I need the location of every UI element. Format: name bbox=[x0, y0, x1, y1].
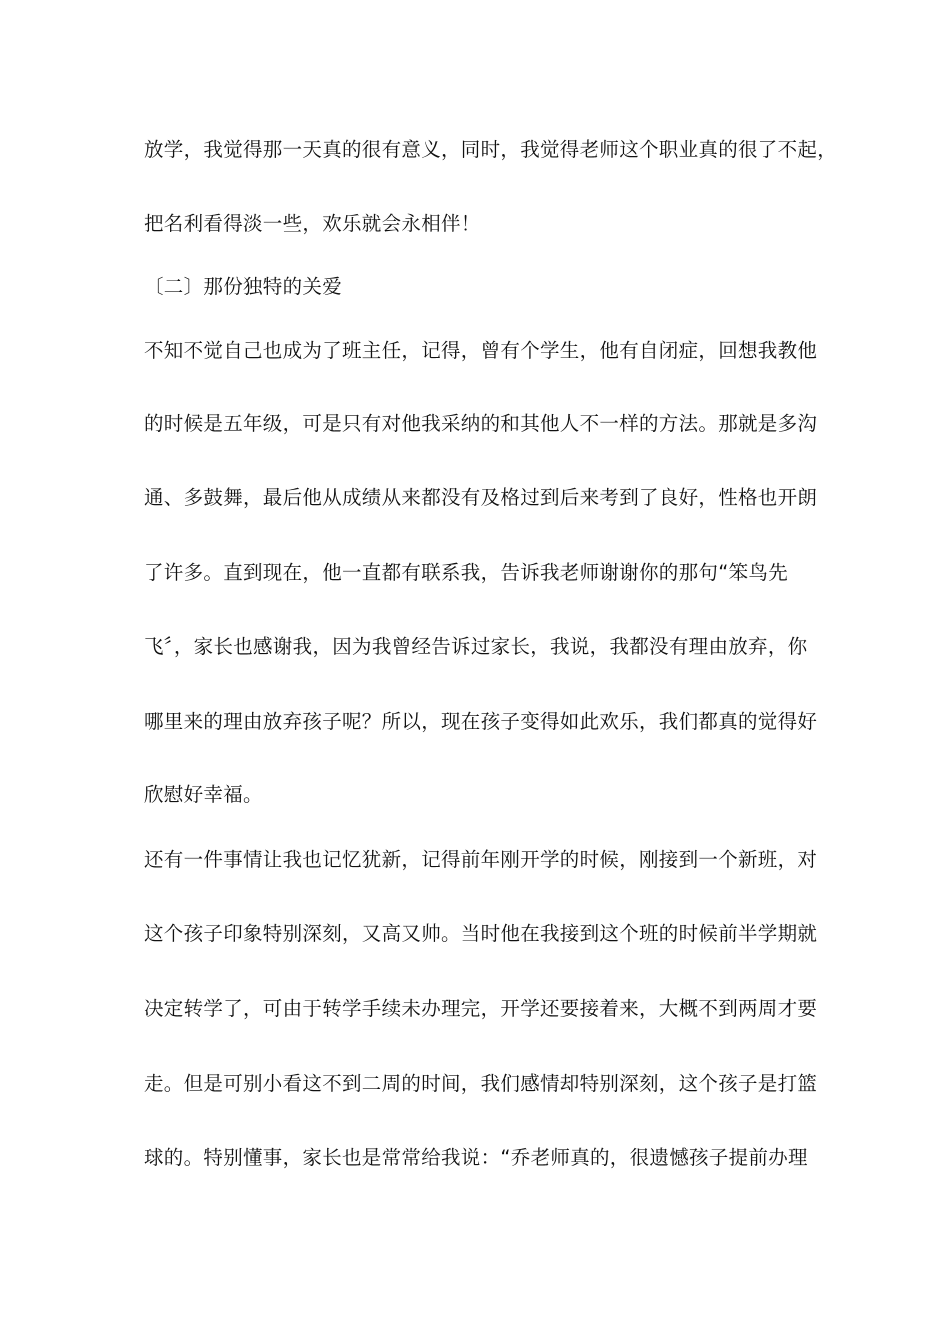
text-line: 不知不觉自己也成为了班主任，记得，曾有个学生，他有自闭症，回想我教他 bbox=[144, 339, 818, 362]
text-line: 哪里来的理由放弃孩子呢？所以，现在孩子变得如此欢乐，我们都真的觉得好 bbox=[144, 710, 818, 733]
text-line: 走。但是可别小看这不到二周的时间，我们感情却特别深刻，这个孩子是打篮 bbox=[144, 1072, 818, 1095]
text-line: 的时候是五年级，可是只有对他我采纳的和其他人不一样的方法。那就是多沟 bbox=[144, 412, 818, 435]
text-line: 球的。特别懂事，家长也是常常给我说：“乔老师真的，很遗憾孩子提前办理 bbox=[144, 1146, 808, 1169]
text-line: 飞〞，家长也感谢我，因为我曾经告诉过家长，我说，我都没有理由放弃，你 bbox=[144, 635, 808, 658]
section-heading: 〔二〕那份独特的关爱 bbox=[144, 275, 343, 298]
text-line: 决定转学了，可由于转学手续未办理完，开学还要接着来，大概不到两周才要 bbox=[144, 997, 818, 1020]
text-line: 还有一件事情让我也记忆犹新，记得前年刚开学的时候，刚接到一个新班，对 bbox=[144, 848, 818, 871]
text-line: 通、多鼓舞，最后他从成绩从来都没有及格过到后来考到了良好，性格也开朗 bbox=[144, 486, 818, 509]
text-line: 这个孩子印象特别深刻，又高又帅。当时他在我接到这个班的时候前半学期就 bbox=[144, 922, 818, 945]
text-line: 了许多。直到现在，他一直都有联系我，告诉我老师谢谢你的那句“笨鸟先 bbox=[144, 561, 789, 584]
text-line: 放学，我觉得那一天真的很有意义，同时，我觉得老师这个职业真的很了不起， bbox=[144, 138, 838, 161]
text-line: 欣慰好幸福。 bbox=[144, 783, 263, 806]
text-line: 把名利看得淡一些，欢乐就会永相伴！ bbox=[144, 212, 481, 235]
